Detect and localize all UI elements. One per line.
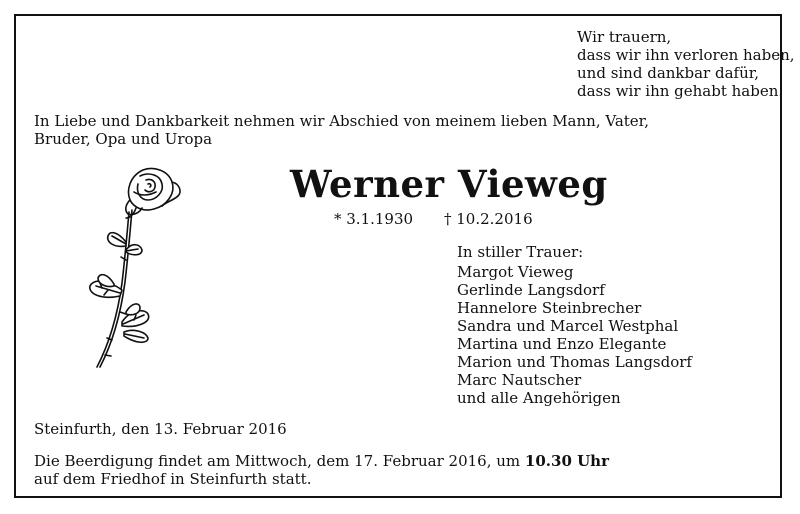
mourner-name: Marc Nautscher	[457, 371, 582, 389]
funeral-line-1	[34, 452, 609, 470]
poem-line: dass wir ihn gehabt haben.	[577, 82, 784, 100]
place-date: Steinfurth, den 13. Februar 2016	[34, 420, 287, 438]
deceased-name: Werner Vieweg	[290, 162, 608, 206]
funeral-line-2: auf dem Friedhof in Steinfurth statt.	[34, 470, 312, 488]
mourner-name: und alle Angehörigen	[457, 389, 621, 407]
mourner-name: Martina und Enzo Elegante	[457, 335, 667, 353]
poem-line: dass wir ihn verloren haben,	[577, 46, 795, 64]
mourner-name: Sandra und Marcel Westphal	[457, 317, 679, 335]
mourner-name: Gerlinde Langsdorf	[457, 281, 605, 299]
rose-icon	[68, 162, 188, 382]
birth-date: * 3.1.1930	[334, 210, 414, 228]
intro-line-1: In Liebe und Dankbarkeit nehmen wir Abschied von meinem lieben Mann, Vater,	[34, 112, 649, 130]
death-date: † 10.2.2016	[444, 210, 533, 228]
mourners-list	[457, 263, 692, 407]
mourner-name: Hannelore Steinbrecher	[457, 299, 642, 317]
poem-line: und sind dankbar dafür,	[577, 64, 760, 82]
mourner-name: Marion und Thomas Langsdorf	[457, 353, 692, 371]
poem	[577, 28, 795, 100]
intro-text	[34, 112, 649, 148]
mourning-label: In stiller Trauer:	[457, 243, 584, 261]
funeral-line-1-text: Die Beerdigung findet am Mittwoch, dem 17. Februar 2016, um	[34, 452, 525, 470]
funeral-info	[34, 452, 609, 488]
poem-line: Wir trauern,	[577, 28, 672, 46]
intro-line-2: Bruder, Opa und Uropa	[34, 130, 213, 148]
funeral-time: 10.30 Uhr	[524, 452, 609, 470]
mourner-name: Margot Vieweg	[457, 263, 574, 281]
